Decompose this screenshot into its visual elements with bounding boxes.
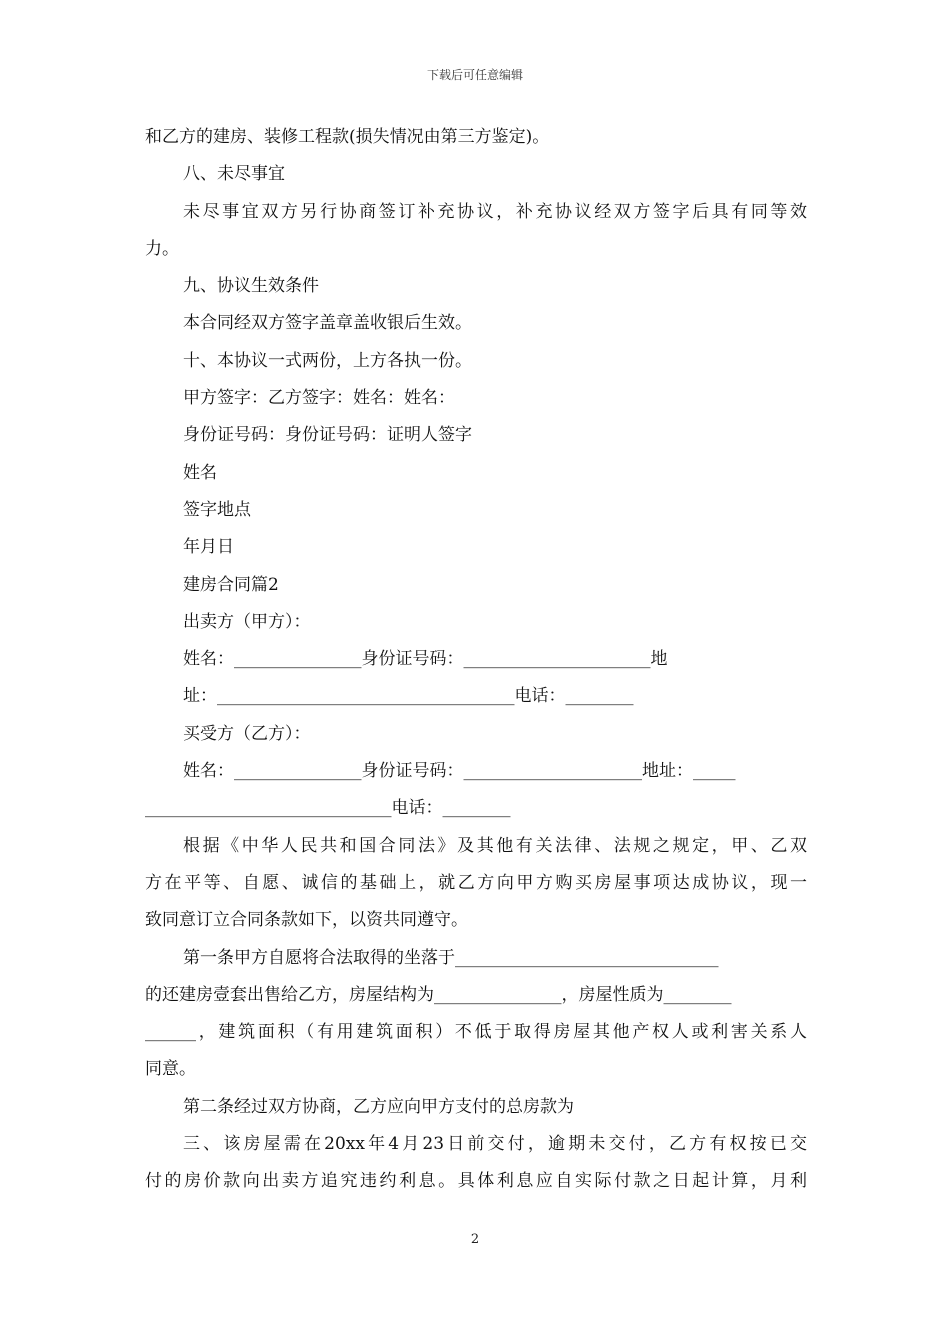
text-line: 八、未尽事宜 [183, 164, 285, 185]
text-line: 姓名：_______________身份证号码：______________________地 [183, 649, 668, 670]
text-line: 第二条经过双方协商，乙方应向甲方支付的总房款为 [183, 1096, 574, 1117]
text-line: 十、本协议一式两份，上方各执一份。 [183, 350, 472, 371]
text-line: 三、该房屋需在20xx年4月23日前交付，逾期未交付，乙方有权按已交 [183, 1134, 807, 1155]
text-line: 出卖方（甲方）： [183, 611, 311, 632]
page-number: 2 [470, 1232, 480, 1247]
text-line: 址：___________________________________电话：________ [183, 686, 634, 707]
text-line: 方在平等、自愿、诚信的基础上，就乙方向甲方购买房屋事项达成协议，现一 [145, 872, 807, 893]
text-line: 建房合同篇2 [183, 574, 279, 595]
text-line: ______，建筑面积（有用建筑面积）不低于取得房屋其他产权人或利害关系人 [145, 1022, 807, 1043]
text-line: 未尽事宜双方另行协商签订补充协议，补充协议经双方签字后具有同等效 [183, 201, 807, 222]
text-line: 九、协议生效条件 [183, 276, 319, 297]
text-line: 的还建房壹套出售给乙方，房屋结构为_______________，房屋性质为________ [145, 984, 732, 1005]
text-line: 买受方（乙方）： [183, 723, 311, 744]
text-line: 力。 [145, 238, 179, 259]
document-body [145, 122, 807, 1204]
text-line: 付的房价款向出卖方追究违约利息。具体利息应自实际付款之日起计算，月利 [145, 1171, 807, 1192]
text-line: 根据《中华人民共和国合同法》及其他有关法律、法规之规定，甲、乙双 [183, 835, 807, 856]
text-line: 年月日 [183, 537, 234, 558]
text-line: _____________________________电话：________ [145, 798, 511, 819]
text-line: 姓名：_______________身份证号码：_____________________地址：_____ [183, 761, 736, 782]
text-line: 同意。 [145, 1059, 196, 1080]
text-line: 致同意订立合同条款如下，以资共同遵守。 [145, 910, 468, 931]
page-header: 下载后可任意编辑 [426, 68, 523, 82]
text-line: 身份证号码：身份证号码：证明人签字 [183, 425, 472, 446]
text-line: 第一条甲方自愿将合法取得的坐落于_______________________________ [183, 947, 719, 968]
text-line: 姓名 [183, 462, 217, 483]
text-line: 本合同经双方签字盖章盖收银后生效。 [183, 313, 472, 334]
text-line: 甲方签字：乙方签字：姓名：姓名： [183, 388, 455, 409]
text-line: 签字地点 [183, 499, 251, 520]
text-line: 和乙方的建房、装修工程款(损失情况由第三方鉴定)。 [145, 127, 550, 147]
